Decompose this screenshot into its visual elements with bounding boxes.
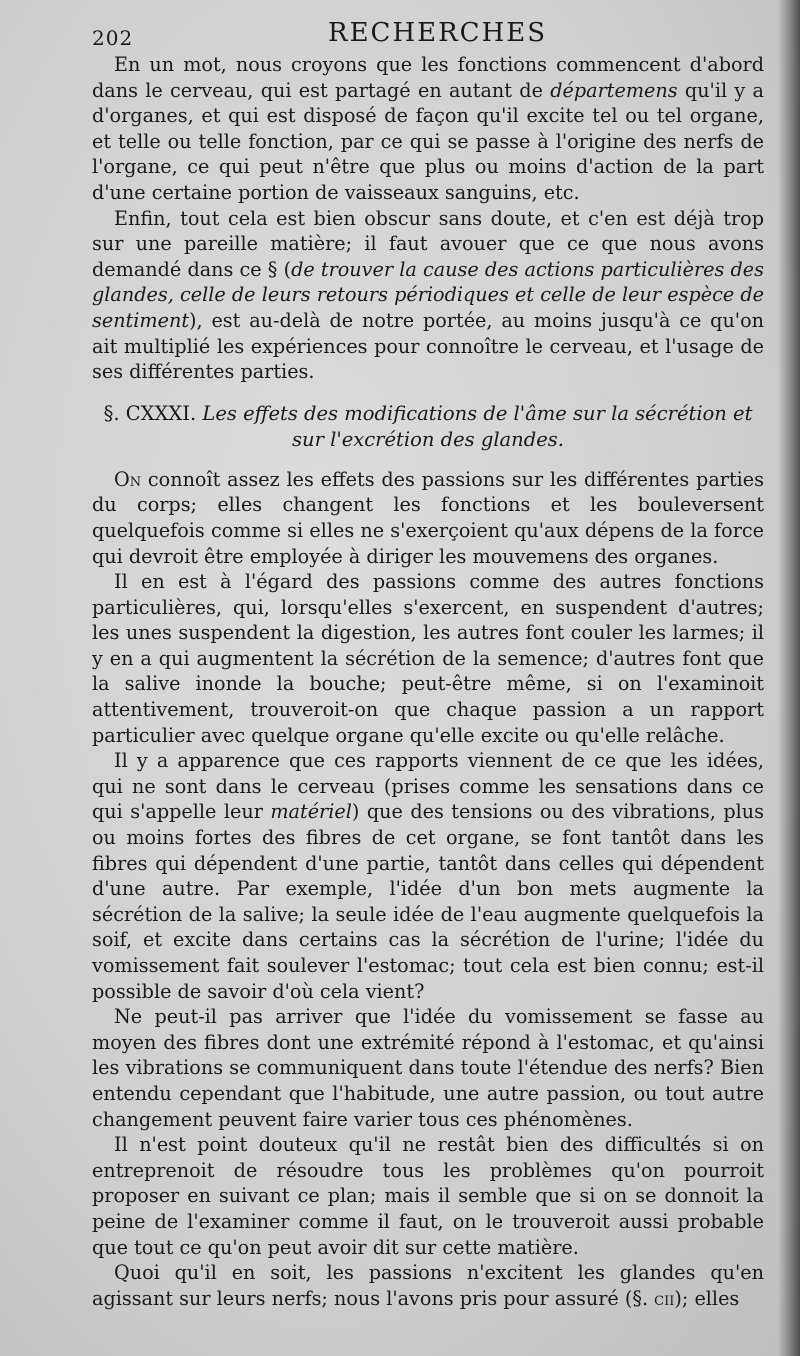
emphasis: matériel [270,800,352,824]
page-edge-shadow [778,0,800,1356]
drop-word: On [114,467,142,491]
emphasis: départemens [550,78,678,102]
section-title: Les effets des modifications de l'âme sur la sécrétion et sur l'excrétion des glandes. [202,401,753,451]
page-body [92,52,764,1311]
paragraph-6: Ne peut-il pas arriver que l'idée du vomissement se fasse au moyen des fibres dont une extrémité répond à l'estomac, et qu'ainsi les vibrations se communiquent dans toute l'étendue des nerfs? Bien entendu cependant que l'habitude, une autre passion, ou tout autre changement peuvent faire varier tous ces phénomènes. [92,1005,764,1131]
paragraph-4: Il en est à l'égard des passions comme des autres fonctions particulières, qui, lorsqu'elles s'exercent, en suspendent d'autres; les unes suspendent la digestion, les autres font couler les larmes; il y en a qui augmentent la sécrétion de la semence; d'autres font que la salive inonde la bouche; peut-être même, si on l'examinoit attentivement, trouveroit-on que chaque passion a un rapport particulier avec quelque organe qu'elle excite ou qu'elle relâche. [92,570,764,747]
paragraph-5: Il y a apparence que ces rapports viennent de ce que les idées, qui ne sont dans le cerveau (prises comme les sensations dans ce qui s'appelle leur matériel) que des tensions ou des vibrations, plus ou moins fortes des fibres de cet organe, se font tantôt dans les fibres qui dépendent d'une partie, tantôt dans celles qui dépendent d'une autre. Par exemple, l'idée d'un bon mets augmente la sécrétion de la salive; la seule idée de l'eau augmente quelquefois la soif, et excite dans certains cas la sécrétion de l'urine; l'idée du vomissement fait soulever l'estomac; tout cela est bien connu; est-il possible de savoir d'où cela vient? [92,749,764,1003]
paragraph-8: Quoi qu'il en soit, les passions n'excitent les glandes qu'en agissant sur leurs nerfs; nous l'avons pris pour assuré (§. cii); elles [92,1261,764,1310]
paragraph-7: Il n'est point douteux qu'il ne restât bien des difficultés si on entreprenoit de résoudre tous les problèmes qu'on pourroit proposer en suivant ce plan; mais il semble que si on se donnoit la peine de l'examiner comme il faut, on le trouveroit aussi probable que tout ce qu'on peut avoir dit sur cette matière. [92,1133,764,1259]
page-header [92,16,772,50]
paragraph-3: On connoît assez les effets des passions sur les différentes parties du corps; elles changent les fonctions et les bouleversent quelquefois comme si elles ne s'exerçoient qu'aux dépens de la force qui devroit être employée à diriger les mouvemens des organes. [92,467,765,568]
emphasis: de trouver la cause des actions particulières des glandes, celle de leurs retours périodiques et celle de leur espèce de sentiment [92,257,764,332]
section-heading [92,401,764,453]
running-title: RECHERCHES [328,18,548,48]
page-number: 202 [92,26,134,50]
paragraph-2: Enfin, tout cela est bien obscur sans doute, et c'en est déjà trop sur une pareille matière; il faut avouer que ce que nous avons demandé dans ce § (de trouver la cause des actions particulières des glandes, celle de leurs retours périodiques et celle de leur espèce de sentiment), est au-delà de notre portée, au moins jusqu'à ce qu'on ait multiplié les expériences pour connoître le cerveau, et l'usage de ses différentes parties. [92,206,764,384]
paragraph-1: En un mot, nous croyons que les fonctions commencent d'abord dans le cerveau, qui est partagé en autant de départemens qu'il y a d'organes, et qui est disposé de façon qu'il excite tel ou tel organe, et telle ou telle fonction, par ce qui se passe à l'origine des nerfs de l'organe, ce qui peut n'être que plus ou moins d'action de la part d'une certaine portion de vaisseaux sanguins, etc. [92,53,764,204]
section-number: §. CXXXI. [103,401,197,425]
section-ref: cii [654,1286,675,1310]
